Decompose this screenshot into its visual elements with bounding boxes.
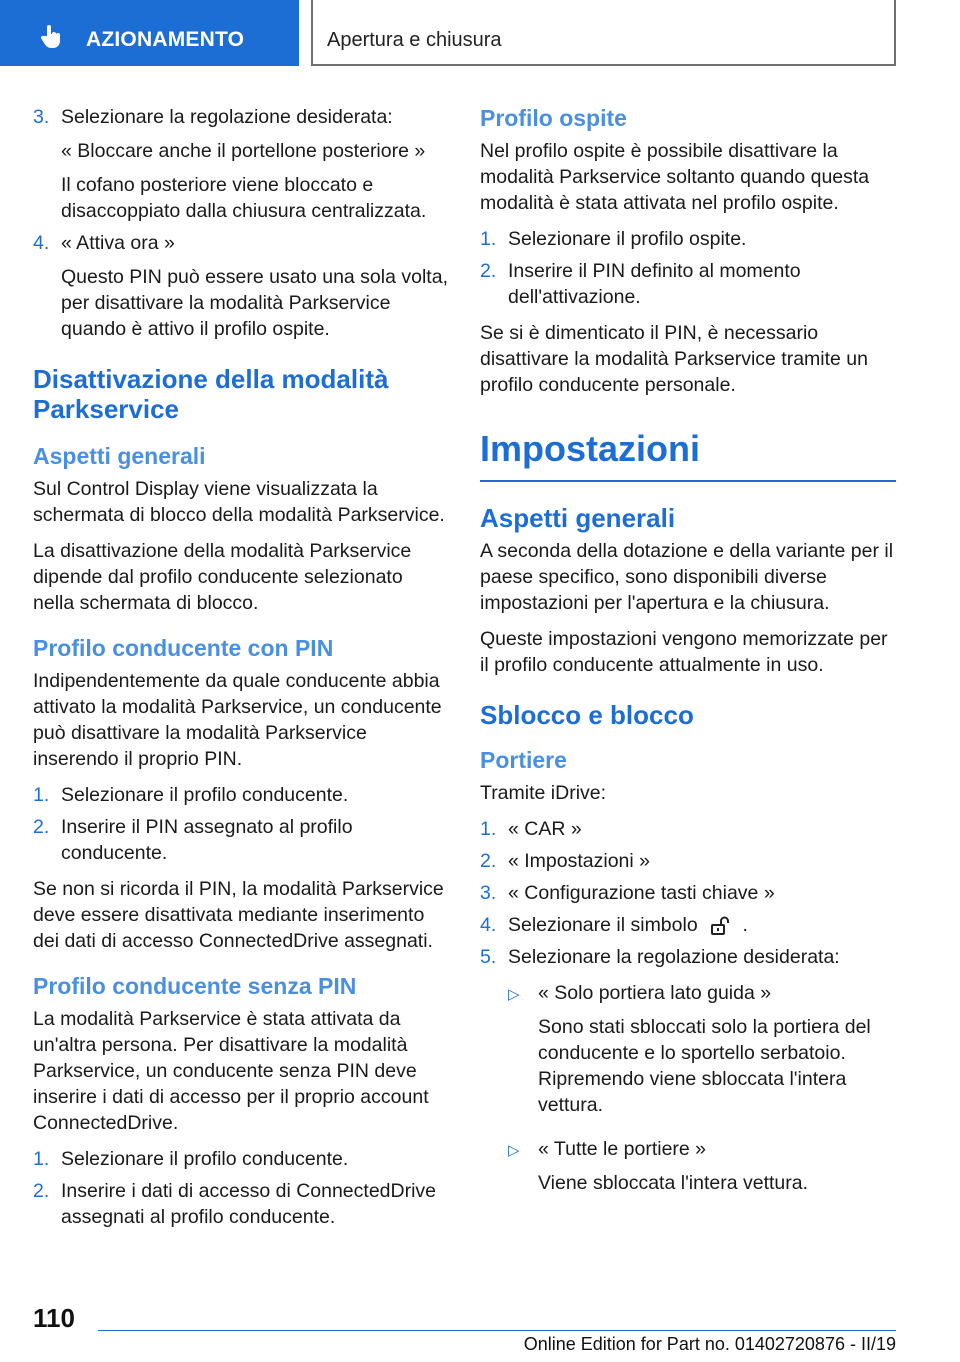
paragraph: Nel profilo ospite è possibile disattivare la modalità Parkservice soltanto quando questa modalità è stata attivata nel profilo ospite. — [480, 140, 870, 214]
list-item: 5. Selezionare la regolazione desiderata: — [480, 946, 840, 968]
footer-divider — [98, 1330, 896, 1331]
heading-senza-pin: Profilo conducente senza PIN — [33, 973, 357, 999]
list-item: 1. « CAR » — [480, 818, 582, 840]
section-header — [311, 0, 896, 66]
heading-con-pin: Profilo conducente con PIN — [33, 635, 334, 661]
paragraph: Tramite iDrive: — [480, 782, 607, 804]
edition-note: Online Edition for Part no. 01402720876 - II/19 — [523, 1334, 896, 1354]
hand-touch-icon — [38, 22, 66, 50]
triangle-bullet-icon: ▷ — [508, 986, 520, 1003]
list-item: 3. « Configurazione tasti chiave » — [480, 882, 775, 904]
steps-e — [480, 816, 896, 970]
steps-b — [33, 782, 449, 866]
paragraph: Sul Control Display viene visualizzata la schermata di blocco della modalità Parkservice. — [33, 478, 445, 526]
paragraph: Se si è dimenticato il PIN, è necessario disattivare la modalità Parkservice tramite un profilo conducente personale. — [480, 322, 868, 396]
paragraph: La disattivazione della modalità Parkservice dipende dal profilo conducente selezionato nella schermata di blocco. — [33, 540, 412, 614]
paragraph: A seconda della dotazione e della variante per il paese specifico, sono disponibili diverse impostazioni per l'apertura e la chiusura. — [480, 540, 894, 614]
unlock-icon — [709, 915, 731, 937]
paragraph: Se non si ricorda il PIN, la modalità Parkservice deve essere disattivata mediante inserimento dei dati di accesso ConnectedDrive assegnati. — [33, 878, 444, 952]
section-title: Apertura e chiusura — [327, 29, 502, 51]
steps-a — [33, 104, 449, 342]
heading-disattivazione: Disattivazione della modalità Parkservice — [33, 364, 389, 424]
list-item: 1. Selezionare il profilo conducente. — [33, 1148, 349, 1170]
chapter-title: AZIONAMENTO — [86, 28, 245, 51]
heading-portiere: Portiere — [480, 747, 567, 773]
right-column — [480, 104, 896, 1214]
heading-impostazioni: Impostazioni — [480, 428, 896, 482]
list-item: 2. « Impostazioni » — [480, 850, 650, 872]
list-item: 2. Inserire i dati di accesso di ConnectedDrive assegnati al profilo conducente. — [33, 1180, 437, 1228]
steps-c — [33, 1146, 449, 1230]
list-item: 2. Inserire il PIN assegnato al profilo conducente. — [33, 816, 353, 864]
paragraph: Indipendentemente da quale conducente abbia attivato la modalità Parkservice, un conducente può disattivare la modalità Parkservice inserendo il proprio PIN. — [33, 670, 442, 770]
page-number: 110 — [33, 1303, 75, 1333]
heading-aspetti-generali: Aspetti generali — [480, 503, 676, 533]
paragraph: Queste impostazioni vengono memorizzate per il profilo conducente attualmente in uso. — [480, 628, 888, 676]
triangle-bullet-icon: ▷ — [508, 1142, 520, 1159]
paragraph: La modalità Parkservice è stata attivata da un'altra persona. Per disattivare la modalità Parkservice, un conducente senza PIN deve inserire i dati di accesso per il proprio account ConnectedDrive. — [33, 1008, 429, 1134]
sub-list-item: ▷ « Solo portiera lato guida » Sono stati sbloccati solo la portiera del conducente e lo sportello serbatoio. Ripremendo viene sbloccata l'intera vettura. — [508, 980, 896, 1126]
list-item: 4. « Attiva ora » Questo PIN può essere usato una sola volta, per disattivare la modalità Parkservice quando è attivo il profilo ospite. — [33, 232, 448, 340]
steps-d — [480, 226, 896, 310]
left-column — [33, 104, 449, 1240]
list-item: 3. Selezionare la regolazione desiderata: « Bloccare anche il portellone posteriore » Il cofano posteriore viene bloccato e disaccoppiato dalla chiusura centralizzata. — [33, 106, 427, 222]
list-item: 1. Selezionare il profilo conducente. — [33, 784, 349, 806]
list-item: 4. Selezionare il simbolo . — [480, 914, 748, 936]
heading-aspetti-generali: Aspetti generali — [33, 443, 206, 469]
chapter-tab — [0, 0, 299, 66]
heading-profilo-ospite: Profilo ospite — [480, 105, 627, 131]
list-item: 2. Inserire il PIN definito al momento dell'attivazione. — [480, 260, 801, 308]
list-item: 1. Selezionare il profilo ospite. — [480, 228, 747, 250]
sub-list-item: ▷ « Tutte le portiere » Viene sbloccata l'intera vettura. — [508, 1136, 896, 1204]
heading-sblocco: Sblocco e blocco — [480, 700, 694, 730]
